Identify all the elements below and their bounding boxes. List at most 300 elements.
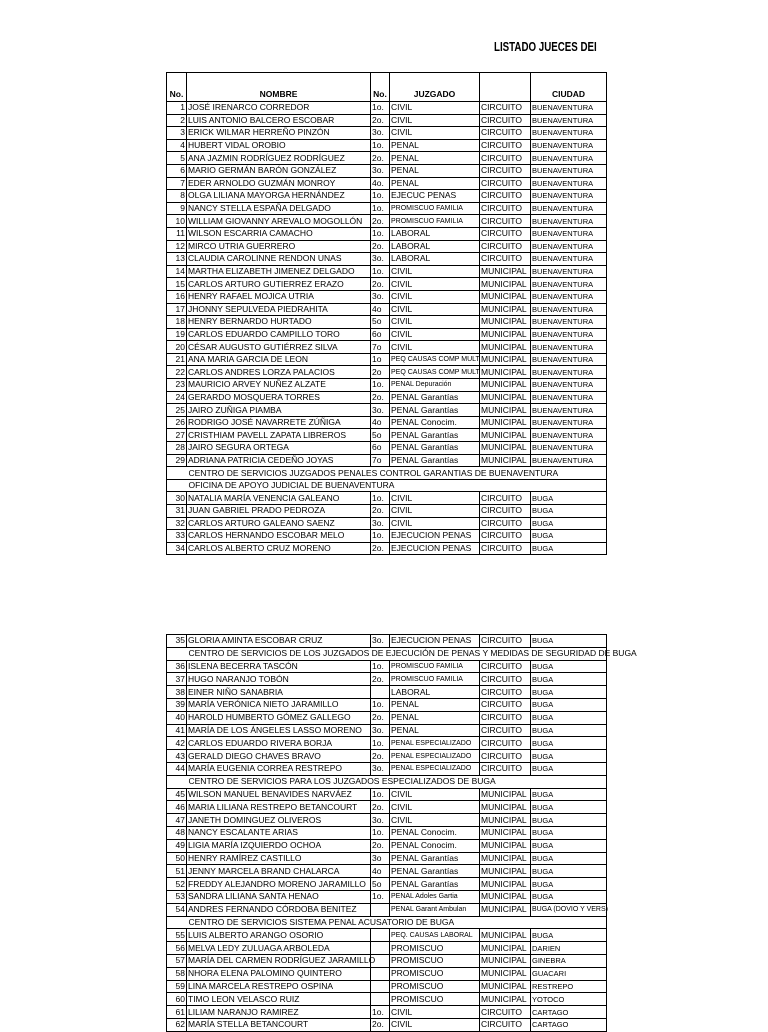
section-spacer xyxy=(167,916,187,929)
court-level: MUNICIPAL xyxy=(480,980,531,993)
court-level: MUNICIPAL xyxy=(480,341,531,354)
court-number: 3o. xyxy=(371,517,390,530)
court-level: MUNICIPAL xyxy=(480,788,531,801)
judge-name: ISLENA BECERRA TASCÓN xyxy=(187,660,371,673)
city: BUENAVENTURA xyxy=(531,202,607,215)
row-number: 49 xyxy=(167,839,187,852)
judge-name: ERICK WILMAR HERREÑO PINZÓN xyxy=(187,127,371,140)
court-number: 3o. xyxy=(371,290,390,303)
row-number: 11 xyxy=(167,227,187,240)
judge-name: ANDRES FERNANDO CÓRDOBA BENITEZ xyxy=(187,903,371,916)
court-level: CIRCUITO xyxy=(480,724,531,737)
court-type: PENAL xyxy=(390,152,480,165)
court-type: PENAL Conocim. xyxy=(390,839,480,852)
row-number: 25 xyxy=(167,404,187,417)
court-level: MUNICIPAL xyxy=(480,366,531,379)
court-level: MUNICIPAL xyxy=(480,890,531,903)
row-number: 45 xyxy=(167,788,187,801)
court-type: PENAL xyxy=(390,164,480,177)
table-row xyxy=(167,673,607,686)
judge-name: CARLOS ANDRES LORZA PALACIOS xyxy=(187,366,371,379)
judge-name: MARÍA STELLA BETANCOURT xyxy=(187,1018,371,1031)
table-row xyxy=(167,724,607,737)
row-number: 19 xyxy=(167,328,187,341)
court-type: CIVIL xyxy=(390,278,480,291)
court-level: CIRCUITO xyxy=(480,152,531,165)
judge-name: GERARDO MOSQUERA TORRES xyxy=(187,391,371,404)
court-level: MUNICIPAL xyxy=(480,454,531,467)
court-type: PENAL ESPECIALIZADO xyxy=(390,762,480,775)
court-level: CIRCUITO xyxy=(480,240,531,253)
header-no-juzgado: No. xyxy=(371,73,390,102)
row-number: 58 xyxy=(167,967,187,980)
judge-name: HUGO NARANJO TOBÓN xyxy=(187,673,371,686)
city: BUENAVENTURA xyxy=(531,341,607,354)
court-level: CIRCUITO xyxy=(480,1006,531,1019)
table-row xyxy=(167,635,607,648)
court-level: MUNICIPAL xyxy=(480,328,531,341)
court-type: PROMISCUO FAMILIA xyxy=(390,673,480,686)
court-type: PROMISCUO FAMILIA xyxy=(390,660,480,673)
court-type: LABORAL xyxy=(390,240,480,253)
city: YOTOCO xyxy=(531,993,607,1006)
court-type: CIVIL xyxy=(390,328,480,341)
city: BUGA xyxy=(531,724,607,737)
court-type: PROMISCUO xyxy=(390,993,480,1006)
city: RESTREPO xyxy=(531,980,607,993)
row-number: 7 xyxy=(167,177,187,190)
city: BUGA xyxy=(531,711,607,724)
court-type: LABORAL xyxy=(390,253,480,266)
row-number: 23 xyxy=(167,379,187,392)
table-row xyxy=(167,980,607,993)
court-number: 2o. xyxy=(371,1018,390,1031)
judge-name: SANDRA LILIANA SANTA HENAO xyxy=(187,890,371,903)
judge-name: CARLOS HERNANDO ESCOBAR MELO xyxy=(187,530,371,543)
court-number xyxy=(371,967,390,980)
city: BUGA xyxy=(531,852,607,865)
court-level: CIRCUITO xyxy=(480,164,531,177)
court-number xyxy=(371,929,390,942)
table-row xyxy=(167,942,607,955)
court-level: CIRCUITO xyxy=(480,253,531,266)
table-row xyxy=(167,865,607,878)
city: BUENAVENTURA xyxy=(531,366,607,379)
city: BUENAVENTURA xyxy=(531,253,607,266)
court-number: 2o xyxy=(371,366,390,379)
court-level: MUNICIPAL xyxy=(480,442,531,455)
header-nombre: NOMBRE xyxy=(187,73,371,102)
court-number xyxy=(371,993,390,1006)
table-row xyxy=(167,954,607,967)
court-number: 2o. xyxy=(371,152,390,165)
judge-name: JOSÉ IRENARCO CORREDOR xyxy=(187,102,371,115)
court-type: PROMISCUO FAMILIA xyxy=(390,202,480,215)
court-level: MUNICIPAL xyxy=(480,353,531,366)
court-level: CIRCUITO xyxy=(480,102,531,115)
court-level: MUNICIPAL xyxy=(480,826,531,839)
court-number: 1o. xyxy=(371,698,390,711)
city: BUGA xyxy=(531,762,607,775)
court-number: 6o xyxy=(371,442,390,455)
court-level: MUNICIPAL xyxy=(480,878,531,891)
court-level: MUNICIPAL xyxy=(480,801,531,814)
table-row xyxy=(167,686,607,699)
city: BUENAVENTURA xyxy=(531,328,607,341)
row-number: 54 xyxy=(167,903,187,916)
judge-name: CLAUDIA CAROLINNE RENDON UNAS xyxy=(187,253,371,266)
court-level: CIRCUITO xyxy=(480,139,531,152)
city: BUENAVENTURA xyxy=(531,127,607,140)
city: BUGA (DOVIO Y VERS) xyxy=(531,903,607,916)
row-number: 55 xyxy=(167,929,187,942)
judge-name: ANA JAZMIN RODRÍGUEZ RODRÍGUEZ xyxy=(187,152,371,165)
court-number: 3o. xyxy=(371,404,390,417)
city: BUGA xyxy=(531,530,607,543)
court-number: 3o. xyxy=(371,814,390,827)
court-level: CIRCUITO xyxy=(480,202,531,215)
row-number: 30 xyxy=(167,492,187,505)
court-level: CIRCUITO xyxy=(480,698,531,711)
court-type: PENAL ESPECIALIZADO xyxy=(390,737,480,750)
city: BUGA xyxy=(531,788,607,801)
row-number: 31 xyxy=(167,505,187,518)
row-number: 33 xyxy=(167,530,187,543)
court-number: 7o xyxy=(371,341,390,354)
court-level: CIRCUITO xyxy=(480,673,531,686)
city: BUGA xyxy=(531,929,607,942)
court-level: MUNICIPAL xyxy=(480,265,531,278)
court-type: CIVIL xyxy=(390,517,480,530)
court-number: 1o. xyxy=(371,737,390,750)
city: CARTAGO xyxy=(531,1018,607,1031)
city: BUGA xyxy=(531,814,607,827)
court-number: 2o. xyxy=(371,839,390,852)
city: GUACARI xyxy=(531,967,607,980)
court-level: MUNICIPAL xyxy=(480,852,531,865)
row-number: 41 xyxy=(167,724,187,737)
court-type: CIVIL xyxy=(390,265,480,278)
judge-name: RODRIGO JOSÉ NAVARRETE ZÚÑIGA xyxy=(187,416,371,429)
court-number: 5o xyxy=(371,429,390,442)
court-type: PENAL Conocim. xyxy=(390,826,480,839)
judge-name: HAROLD HUMBERTO GÓMEZ GALLEGO xyxy=(187,711,371,724)
court-number: 2o. xyxy=(371,240,390,253)
court-level: CIRCUITO xyxy=(480,737,531,750)
row-number: 8 xyxy=(167,190,187,203)
court-level: CIRCUITO xyxy=(480,660,531,673)
court-number: 1o. xyxy=(371,379,390,392)
court-type: CIVIL xyxy=(390,788,480,801)
table-row xyxy=(167,750,607,763)
court-level: CIRCUITO xyxy=(480,492,531,505)
row-number: 1 xyxy=(167,102,187,115)
court-type: PENAL ESPECIALIZADO xyxy=(390,750,480,763)
judge-name: JAIRO SEGURA ORTEGA xyxy=(187,442,371,455)
row-number: 39 xyxy=(167,698,187,711)
row-number: 61 xyxy=(167,1006,187,1019)
judge-name: LUIS ALBERTO ARANGO OSORIO xyxy=(187,929,371,942)
city: BUENAVENTURA xyxy=(531,215,607,228)
city: BUGA xyxy=(531,839,607,852)
court-type: CIVIL xyxy=(390,814,480,827)
row-number: 48 xyxy=(167,826,187,839)
judge-name: MARÍA EUGENIA CORREA RESTREPO xyxy=(187,762,371,775)
city: BUENAVENTURA xyxy=(531,139,607,152)
court-level: MUNICIPAL xyxy=(480,954,531,967)
judge-name: LIGIA MARÍA IZQUIERDO OCHOA xyxy=(187,839,371,852)
judges-table-2 xyxy=(166,634,637,1032)
court-level: CIRCUITO xyxy=(480,711,531,724)
judge-name: NATALIA MARÍA VENENCIA GALEANO xyxy=(187,492,371,505)
judge-name: HENRY BERNARDO HURTADO xyxy=(187,316,371,329)
court-type: PENAL Garantías xyxy=(390,429,480,442)
row-number: 26 xyxy=(167,416,187,429)
row-number: 14 xyxy=(167,265,187,278)
court-level: MUNICIPAL xyxy=(480,303,531,316)
city: BUGA xyxy=(531,635,607,648)
court-number: 4o xyxy=(371,303,390,316)
city: BUGA xyxy=(531,801,607,814)
court-number: 3o. xyxy=(371,762,390,775)
court-type: PROMISCUO FAMILIA xyxy=(390,215,480,228)
judge-name: NHORA ELENA PALOMINO QUINTERO xyxy=(187,967,371,980)
court-number: 1o. xyxy=(371,826,390,839)
table-row xyxy=(167,890,607,903)
table-row xyxy=(167,711,607,724)
court-type: PENAL Garantías xyxy=(390,878,480,891)
court-number: 3o. xyxy=(371,253,390,266)
court-level: CIRCUITO xyxy=(480,686,531,699)
court-number: 2o. xyxy=(371,391,390,404)
city: BUGA xyxy=(531,878,607,891)
court-number: 2o. xyxy=(371,114,390,127)
table-row xyxy=(167,852,607,865)
row-number: 20 xyxy=(167,341,187,354)
court-level: CIRCUITO xyxy=(480,227,531,240)
court-type: PENAL xyxy=(390,711,480,724)
city: BUENAVENTURA xyxy=(531,265,607,278)
judge-name: MAURICIO ARVEY NUÑEZ ALZATE xyxy=(187,379,371,392)
city: BUGA xyxy=(531,673,607,686)
court-level: CIRCUITO xyxy=(480,177,531,190)
section-row xyxy=(167,647,607,660)
row-number: 28 xyxy=(167,442,187,455)
city: BUENAVENTURA xyxy=(531,152,607,165)
court-level: MUNICIPAL xyxy=(480,290,531,303)
court-type: PENAL xyxy=(390,698,480,711)
court-number: 2o. xyxy=(371,215,390,228)
court-number: 2o. xyxy=(371,505,390,518)
judge-name: WILLIAM GIOVANNY AREVALO MOGOLLÓN xyxy=(187,215,371,228)
court-number: 1o. xyxy=(371,202,390,215)
court-level: MUNICIPAL xyxy=(480,416,531,429)
judge-name: CRISTHIAM PAVELL ZAPATA LIBREROS xyxy=(187,429,371,442)
city: BUGA xyxy=(531,505,607,518)
section-spacer xyxy=(167,647,187,660)
court-level: MUNICIPAL xyxy=(480,391,531,404)
court-type: EJECUCION PENAS xyxy=(390,530,480,543)
row-number: 18 xyxy=(167,316,187,329)
row-number: 22 xyxy=(167,366,187,379)
court-type: PEQ. CAUSAS LABORAL xyxy=(390,929,480,942)
city: BUGA xyxy=(531,826,607,839)
city: BUENAVENTURA xyxy=(531,303,607,316)
court-number: 2o. xyxy=(371,801,390,814)
row-number: 13 xyxy=(167,253,187,266)
city: CARTAGO xyxy=(531,1006,607,1019)
row-number: 37 xyxy=(167,673,187,686)
court-number: 3o. xyxy=(371,635,390,648)
table-row xyxy=(167,993,607,1006)
city: BUGA xyxy=(531,865,607,878)
table-row xyxy=(167,737,607,750)
court-number xyxy=(371,903,390,916)
city: BUGA xyxy=(531,698,607,711)
row-number: 60 xyxy=(167,993,187,1006)
court-type: CIVIL xyxy=(390,492,480,505)
judge-name: CARLOS EDUARDO RIVERA BORJA xyxy=(187,737,371,750)
court-number: 1o. xyxy=(371,265,390,278)
row-number: 44 xyxy=(167,762,187,775)
court-number: 2o. xyxy=(371,673,390,686)
city: BUENAVENTURA xyxy=(531,442,607,455)
court-type: PENAL Garantías xyxy=(390,391,480,404)
judge-name: WILSON ESCARRIA CAMACHO xyxy=(187,227,371,240)
court-type: LABORAL xyxy=(390,686,480,699)
judge-name: HUBERT VIDAL OROBIO xyxy=(187,139,371,152)
court-number: 1o. xyxy=(371,492,390,505)
judge-name: CARLOS ARTURO GUTIERREZ ERAZO xyxy=(187,278,371,291)
court-number: 3o. xyxy=(371,164,390,177)
court-number: 3o. xyxy=(371,127,390,140)
judge-name: EINER NIÑO SANABRIA xyxy=(187,686,371,699)
judge-name: MARTHA ELIZABETH JIMENEZ DELGADO xyxy=(187,265,371,278)
city: BUGA xyxy=(531,660,607,673)
city: BUGA xyxy=(531,890,607,903)
court-type: CIVIL xyxy=(390,801,480,814)
court-type: CIVIL xyxy=(390,102,480,115)
judge-name: MELVA LEDY ZULUAGA ARBOLEDA xyxy=(187,942,371,955)
table-row xyxy=(167,967,607,980)
court-type: PENAL Garantías xyxy=(390,454,480,467)
row-number: 3 xyxy=(167,127,187,140)
court-number: 2o. xyxy=(371,278,390,291)
table-row xyxy=(167,814,607,827)
court-level: MUNICIPAL xyxy=(480,814,531,827)
court-type: EJECUC PENAS xyxy=(390,190,480,203)
judge-name: LINA MARCELA RESTREPO OSPINA xyxy=(187,980,371,993)
court-level: MUNICIPAL xyxy=(480,942,531,955)
court-type: PROMISCUO xyxy=(390,942,480,955)
court-number: 4o. xyxy=(371,177,390,190)
judge-name: FREDDY ALEJANDRO MORENO JARAMILLO xyxy=(187,878,371,891)
court-number: 1o. xyxy=(371,788,390,801)
judge-name: JAIRO ZUÑIGA PIAMBA xyxy=(187,404,371,417)
row-number: 46 xyxy=(167,801,187,814)
court-level: CIRCUITO xyxy=(480,505,531,518)
court-level: CIRCUITO xyxy=(480,530,531,543)
court-number: 3o. xyxy=(371,724,390,737)
court-level: MUNICIPAL xyxy=(480,316,531,329)
city: BUGA xyxy=(531,517,607,530)
court-type: CIVIL xyxy=(390,127,480,140)
row-number: 27 xyxy=(167,429,187,442)
header-juzgado: JUZGADO xyxy=(390,73,480,102)
table-row xyxy=(167,839,607,852)
court-level: MUNICIPAL xyxy=(480,929,531,942)
row-number: 17 xyxy=(167,303,187,316)
court-number xyxy=(371,686,390,699)
judge-name: LUIS ANTONIO BALCERO ESCOBAR xyxy=(187,114,371,127)
row-number: 21 xyxy=(167,353,187,366)
judge-name: HENRY RAMÍREZ CASTILLO xyxy=(187,852,371,865)
court-type: PENAL Garantías xyxy=(390,442,480,455)
section-title: CENTRO DE SERVICIOS SISTEMA PENAL ACUSATORIO DE BUGA xyxy=(187,916,607,929)
city: BUGA xyxy=(531,492,607,505)
court-type: PENAL xyxy=(390,139,480,152)
row-number: 52 xyxy=(167,878,187,891)
court-level: CIRCUITO xyxy=(480,542,531,555)
section-spacer xyxy=(167,775,187,788)
court-type: CIVIL xyxy=(390,316,480,329)
judge-name: EDER ARNOLDO GUZMÁN MONROY xyxy=(187,177,371,190)
court-level: CIRCUITO xyxy=(480,517,531,530)
city: GINEBRA xyxy=(531,954,607,967)
court-level: MUNICIPAL xyxy=(480,839,531,852)
court-number: 5o xyxy=(371,316,390,329)
header-ciudad: CIUDAD xyxy=(531,73,607,102)
table-row xyxy=(167,903,607,916)
court-type: PENAL Garantías xyxy=(390,404,480,417)
court-level: CIRCUITO xyxy=(480,215,531,228)
table-row xyxy=(167,1006,607,1019)
judge-name: JENNY MARCELA BRAND CHALARCA xyxy=(187,865,371,878)
court-number: 1o. xyxy=(371,890,390,903)
court-level: CIRCUITO xyxy=(480,190,531,203)
header-no: No. xyxy=(167,73,187,102)
judge-name: ADRIANA PATRICIA CEDEÑO JOYAS xyxy=(187,454,371,467)
table-2-body xyxy=(167,635,637,1032)
city: BUENAVENTURA xyxy=(531,177,607,190)
judge-name: JHONNY SEPULVEDA PIEDRAHITA xyxy=(187,303,371,316)
row-number: 10 xyxy=(167,215,187,228)
table-row xyxy=(167,788,607,801)
court-level: MUNICIPAL xyxy=(480,379,531,392)
court-level: MUNICIPAL xyxy=(480,278,531,291)
court-level: MUNICIPAL xyxy=(480,993,531,1006)
court-type: LABORAL xyxy=(390,227,480,240)
court-level: MUNICIPAL xyxy=(480,404,531,417)
section-title: CENTRO DE SERVICIOS PARA LOS JUZGADOS ESPECIALIZADOS DE BUGA xyxy=(187,775,607,788)
court-type: PENAL xyxy=(390,177,480,190)
court-number: 5o xyxy=(371,878,390,891)
city: BUENAVENTURA xyxy=(531,102,607,115)
city: BUENAVENTURA xyxy=(531,164,607,177)
court-type: PENAL Depuración xyxy=(390,379,480,392)
row-number: 40 xyxy=(167,711,187,724)
judge-name: JUAN GABRIEL PRADO PEDROZA xyxy=(187,505,371,518)
row-number: 38 xyxy=(167,686,187,699)
judge-name: GERALD DIEGO CHAVES BRAVO xyxy=(187,750,371,763)
row-number: 57 xyxy=(167,954,187,967)
section-row xyxy=(167,916,607,929)
court-level: CIRCUITO xyxy=(480,762,531,775)
city: BUENAVENTURA xyxy=(531,114,607,127)
court-number: 3o xyxy=(371,852,390,865)
judge-name: ANA MARIA GARCIA DE LEON xyxy=(187,353,371,366)
judge-name: HENRY RAFAEL MOJICA UTRIA xyxy=(187,290,371,303)
